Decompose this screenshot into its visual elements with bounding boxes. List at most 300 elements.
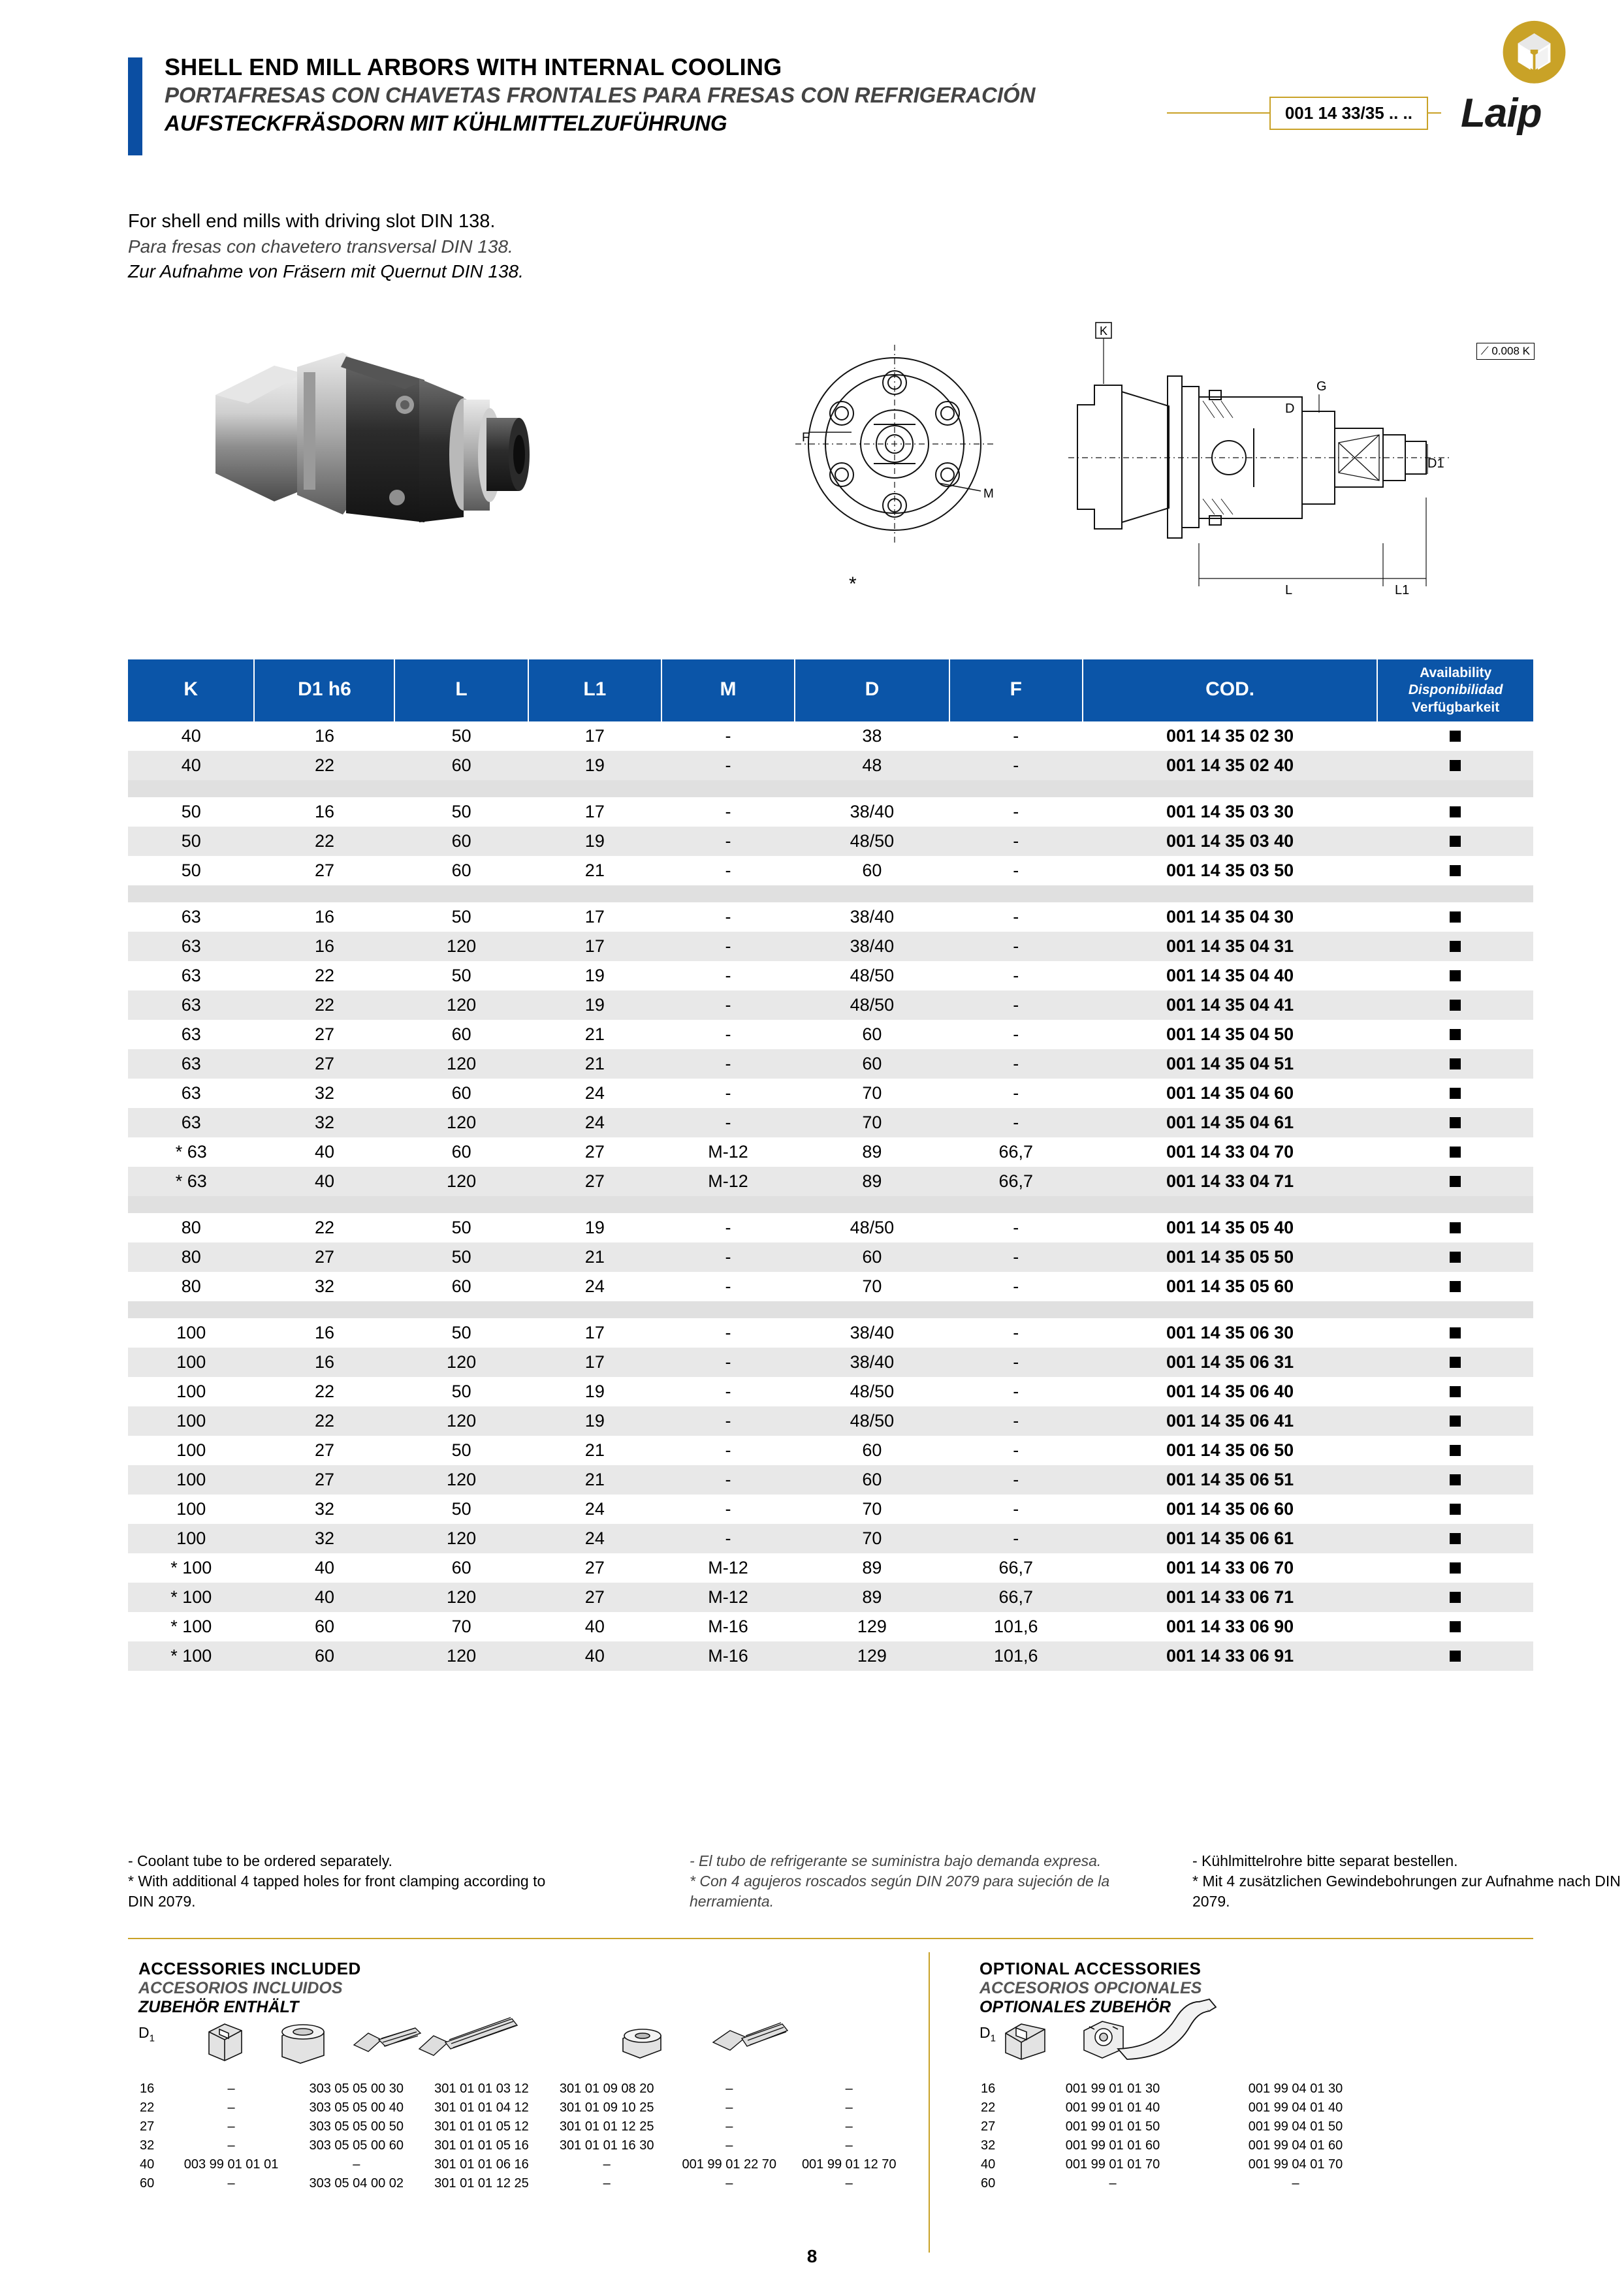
cell-availability xyxy=(1377,797,1533,827)
cell-l: 50 xyxy=(451,1381,471,1401)
cell-f: - xyxy=(949,1465,1083,1495)
cell-availability xyxy=(1377,1213,1533,1242)
cell-availability xyxy=(1377,1137,1533,1167)
cell-d1: 40 xyxy=(314,1557,334,1577)
col-header-cod: COD. xyxy=(1083,659,1377,721)
cell-m: - xyxy=(725,906,731,926)
cell-m: - xyxy=(725,1322,731,1342)
cell-cod: 001 14 35 06 40 xyxy=(1166,1381,1294,1401)
svg-text:M: M xyxy=(983,487,994,501)
table-row xyxy=(128,827,1533,856)
cell-availability xyxy=(1377,1465,1533,1495)
svg-text:F: F xyxy=(802,431,810,445)
cell-cod: 001 14 33 04 70 xyxy=(1166,1141,1294,1162)
availability-square-icon xyxy=(1450,970,1461,981)
cell-f: - xyxy=(949,1524,1083,1553)
col-header-availability xyxy=(1377,659,1533,721)
laip-logo-icon xyxy=(1497,20,1572,95)
accessory-code-5: 001 99 01 22 70 xyxy=(682,2157,777,2172)
cell-cod: 001 14 33 06 71 xyxy=(1083,1583,1377,1612)
header-accent-bar xyxy=(128,57,142,155)
cell-availability xyxy=(1377,721,1533,751)
accessory-row xyxy=(138,2080,909,2098)
accessory-row xyxy=(979,2136,1387,2155)
cell-d: 38/40 xyxy=(850,801,895,821)
product-photo xyxy=(189,326,555,588)
accessory-row xyxy=(979,2174,1387,2193)
cell-m: - xyxy=(661,1524,795,1553)
cell-l: 60 xyxy=(451,860,471,880)
accessory-code-1: 001 99 01 01 60 xyxy=(1065,2138,1160,2153)
cell-m: - xyxy=(725,1024,731,1044)
cell-l1: 19 xyxy=(584,1217,605,1237)
cell-cod: 001 14 35 04 60 xyxy=(1166,1083,1294,1103)
cell-k: * 100 xyxy=(170,1557,212,1577)
cell-f: - xyxy=(1013,801,1019,821)
footnote-de-1: - Kühlmittelrohre bitte separat bestellen. xyxy=(1192,1852,1458,1869)
cell-availability xyxy=(1377,1318,1533,1348)
availability-square-icon xyxy=(1450,1000,1461,1011)
cell-d: 38/40 xyxy=(795,932,949,961)
accessory-code-5: – xyxy=(725,2081,733,2096)
cell-cod: 001 14 35 04 41 xyxy=(1083,990,1377,1020)
table-row xyxy=(128,1079,1533,1108)
accessory-code-5: – xyxy=(725,2138,733,2153)
cell-l: 50 xyxy=(451,1217,471,1237)
accessory-row xyxy=(138,2174,909,2193)
cell-d: 48/50 xyxy=(795,990,949,1020)
cell-m: - xyxy=(661,827,795,856)
accessory-row xyxy=(138,2098,909,2117)
availability-square-icon xyxy=(1450,1327,1461,1338)
svg-text:K: K xyxy=(1100,324,1108,338)
footnote-es-2: * Con 4 agujeros roscados según DIN 2079 para sujeción de la herramienta. xyxy=(690,1873,1110,1910)
table-group-separator xyxy=(128,885,1533,902)
cell-k: 100 xyxy=(128,1465,254,1495)
accessory-code-2: 303 05 05 00 60 xyxy=(309,2138,404,2153)
accessories-divider-rule xyxy=(128,1938,1533,1939)
accessories-vertical-divider xyxy=(929,1952,930,2253)
availability-label-en: Availability xyxy=(1420,665,1492,680)
accessory-diameter: 16 xyxy=(981,2081,996,2096)
table-row xyxy=(128,1167,1533,1196)
accessory-row xyxy=(979,2080,1387,2098)
cell-cod: 001 14 35 06 30 xyxy=(1166,1322,1294,1342)
accessory-code-2: 303 05 05 00 30 xyxy=(309,2081,404,2096)
cell-l1: 40 xyxy=(528,1641,661,1671)
accessory-diameter: 22 xyxy=(981,2100,996,2115)
cell-l1: 17 xyxy=(528,1348,661,1377)
cell-k: 63 xyxy=(181,906,201,926)
cell-f: 66,7 xyxy=(998,1557,1034,1577)
cell-m: M-12 xyxy=(708,1557,748,1577)
cell-f: - xyxy=(1013,1381,1019,1401)
accessory-code-2: 303 05 05 00 50 xyxy=(309,2119,404,2134)
cell-d1: 22 xyxy=(254,751,394,780)
col-header-l1: L1 xyxy=(528,659,661,721)
cell-d1: 16 xyxy=(314,906,334,926)
cell-l: 70 xyxy=(451,1616,471,1636)
accessories-optional-title-en: OPTIONAL ACCESSORIES xyxy=(979,1959,1202,1978)
cell-l1: 27 xyxy=(584,1557,605,1577)
cell-f: - xyxy=(949,751,1083,780)
cell-cod: 001 14 35 04 61 xyxy=(1083,1108,1377,1137)
footnotes-de xyxy=(1192,1851,1624,1912)
cell-availability xyxy=(1377,1524,1533,1553)
key-block-icon xyxy=(209,2024,242,2061)
cell-f: - xyxy=(1013,860,1019,880)
cell-l1: 19 xyxy=(528,1406,661,1436)
cell-l1: 21 xyxy=(584,1440,605,1460)
cell-l1: 17 xyxy=(584,725,605,746)
accessory-code-1: 001 99 01 01 30 xyxy=(1065,2081,1160,2096)
accessory-code-2: 001 99 04 01 30 xyxy=(1248,2081,1343,2096)
cell-f: - xyxy=(1013,1024,1019,1044)
accessory-code-1: – xyxy=(227,2100,235,2115)
accessory-code-4: 301 01 01 12 25 xyxy=(559,2119,654,2134)
cell-d: 129 xyxy=(795,1641,949,1671)
accessory-code-3: 301 01 01 06 16 xyxy=(434,2157,529,2172)
col-header-f: F xyxy=(949,659,1083,721)
accessory-code-1: – xyxy=(1109,2176,1117,2191)
cell-k: 63 xyxy=(128,1049,254,1079)
cell-cod: 001 14 35 06 31 xyxy=(1083,1348,1377,1377)
cell-l: 60 xyxy=(394,827,528,856)
table-row xyxy=(128,902,1533,932)
cell-d1: 16 xyxy=(254,932,394,961)
d-label-text: D xyxy=(138,2024,150,2041)
cell-f: - xyxy=(949,1108,1083,1137)
cell-availability xyxy=(1377,1348,1533,1377)
table-row xyxy=(128,751,1533,780)
accessory-row xyxy=(979,2117,1387,2136)
table-header-row xyxy=(128,659,1533,721)
accessory-code-4: – xyxy=(603,2157,611,2172)
table-row xyxy=(128,1348,1533,1377)
cell-d: 70 xyxy=(862,1498,882,1519)
cell-l: 60 xyxy=(451,1083,471,1103)
cell-cod: 001 14 35 06 60 xyxy=(1166,1498,1294,1519)
accessory-row xyxy=(138,2155,909,2174)
accessories-optional-table xyxy=(979,2080,1387,2193)
cell-f: 101,6 xyxy=(949,1641,1083,1671)
accessories-optional-title-de: OPTIONALES ZUBEHÖR xyxy=(979,1998,1171,2016)
cell-d: 48/50 xyxy=(850,1217,895,1237)
cell-l1: 24 xyxy=(528,1524,661,1553)
cell-f: - xyxy=(1013,1276,1019,1296)
availability-square-icon xyxy=(1450,911,1461,923)
cell-d: 38/40 xyxy=(850,1322,895,1342)
cell-availability xyxy=(1377,1108,1533,1137)
accessory-code-2: 303 05 05 00 40 xyxy=(309,2100,404,2115)
brand-name: Laip xyxy=(1461,91,1542,136)
table-group-separator xyxy=(128,780,1533,797)
cell-k: 40 xyxy=(181,725,201,746)
cell-l: 120 xyxy=(394,1641,528,1671)
cell-d1: 32 xyxy=(314,1083,334,1103)
cell-cod: 001 14 35 03 50 xyxy=(1166,860,1294,880)
cell-l1: 40 xyxy=(584,1616,605,1636)
accessory-code-3: 301 01 01 04 12 xyxy=(434,2100,529,2115)
footnote-es-1: - El tubo de refrigerante se suministra bajo demanda expresa. xyxy=(690,1852,1102,1869)
availability-square-icon xyxy=(1450,1281,1461,1292)
cell-f: 101,6 xyxy=(993,1616,1038,1636)
accessory-diameter: 32 xyxy=(140,2138,155,2153)
cell-f: - xyxy=(949,932,1083,961)
cell-k: 63 xyxy=(128,990,254,1020)
cell-d1: 32 xyxy=(314,1498,334,1519)
col-header-d: D xyxy=(795,659,949,721)
cell-d: 70 xyxy=(795,1108,949,1137)
cell-m: - xyxy=(725,801,731,821)
cell-d: 129 xyxy=(857,1616,887,1636)
cell-d: 60 xyxy=(862,1024,882,1044)
accessory-code-1: 001 99 01 01 40 xyxy=(1065,2100,1160,2115)
cell-l: 50 xyxy=(451,1322,471,1342)
cell-cod: 001 14 35 02 40 xyxy=(1083,751,1377,780)
cell-d: 38 xyxy=(862,725,882,746)
cell-k: 50 xyxy=(128,827,254,856)
cell-f: 66,7 xyxy=(949,1167,1083,1196)
cell-d1: 40 xyxy=(254,1167,394,1196)
accessory-row xyxy=(138,2117,909,2136)
accessory-code-1: 001 99 01 01 70 xyxy=(1065,2157,1160,2172)
cell-d: 89 xyxy=(795,1583,949,1612)
wrench-head-icon xyxy=(1084,2021,1123,2058)
cell-l1: 19 xyxy=(584,1381,605,1401)
accessory-code-3: 301 01 01 12 25 xyxy=(434,2176,529,2191)
accessories-included-title-es: ACCESORIOS INCLUIDOS xyxy=(138,1979,343,1997)
cell-availability xyxy=(1377,1583,1533,1612)
table-row xyxy=(128,1213,1533,1242)
accessory-code-4: 301 01 09 10 25 xyxy=(559,2100,654,2115)
accessory-code-2: 001 99 04 01 50 xyxy=(1248,2119,1343,2134)
cell-availability xyxy=(1377,1641,1533,1671)
cell-availability xyxy=(1377,1436,1533,1465)
table-row xyxy=(128,1612,1533,1641)
svg-text:G: G xyxy=(1316,379,1327,394)
accessories-included-section xyxy=(138,1959,909,2193)
table-body xyxy=(128,721,1533,1671)
cell-d1: 60 xyxy=(254,1641,394,1671)
availability-square-icon xyxy=(1450,1222,1461,1233)
bolt-icon xyxy=(713,2023,788,2050)
cell-l1: 17 xyxy=(528,932,661,961)
accessory-code-6: – xyxy=(845,2176,853,2191)
cell-m: - xyxy=(725,1440,731,1460)
cell-d: 89 xyxy=(862,1141,882,1162)
page-number: 8 xyxy=(806,2246,818,2266)
accessory-code-1: – xyxy=(227,2138,235,2153)
accessory-row xyxy=(979,2155,1387,2174)
cell-l: 60 xyxy=(451,1557,471,1577)
cell-k: * 100 xyxy=(128,1583,254,1612)
cell-d1: 16 xyxy=(314,1322,334,1342)
availability-square-icon xyxy=(1450,1029,1461,1040)
cell-availability xyxy=(1377,902,1533,932)
accessories-included-d-label xyxy=(138,2024,155,2044)
ring-nut-icon xyxy=(282,2025,324,2063)
cell-k: 80 xyxy=(181,1276,201,1296)
cell-m: - xyxy=(661,1108,795,1137)
cell-f: - xyxy=(1013,1440,1019,1460)
cell-d: 89 xyxy=(795,1167,949,1196)
cell-availability xyxy=(1377,1242,1533,1272)
cell-m: - xyxy=(661,1049,795,1079)
footnote-en-2: * With additional 4 tapped holes for front clamping according to DIN 2079. xyxy=(128,1873,546,1910)
specification-table xyxy=(128,659,1533,1671)
cell-k: * 100 xyxy=(170,1616,212,1636)
subtitle-en: For shell end mills with driving slot DIN 138. xyxy=(128,211,496,232)
cell-l: 50 xyxy=(451,906,471,926)
accessory-diameter: 60 xyxy=(981,2176,996,2191)
cell-m: - xyxy=(725,1276,731,1296)
cell-m: - xyxy=(661,932,795,961)
cell-cod: 001 14 35 06 50 xyxy=(1166,1440,1294,1460)
cell-cod: 001 14 35 04 31 xyxy=(1083,932,1377,961)
accessory-code-3: 301 01 01 03 12 xyxy=(434,2081,529,2096)
cell-d1: 32 xyxy=(314,1276,334,1296)
cell-d: 48/50 xyxy=(850,1381,895,1401)
cell-m: M-12 xyxy=(708,1141,748,1162)
cell-l: 50 xyxy=(451,965,471,985)
table-row xyxy=(128,1020,1533,1049)
cell-availability xyxy=(1377,856,1533,885)
availability-square-icon xyxy=(1450,1621,1461,1632)
cell-d1: 27 xyxy=(254,1465,394,1495)
cell-l1: 17 xyxy=(584,801,605,821)
col-header-l: L xyxy=(394,659,528,721)
cell-d: 48/50 xyxy=(795,1406,949,1436)
cell-k: 80 xyxy=(181,1217,201,1237)
cell-d: 48 xyxy=(795,751,949,780)
cell-k: 100 xyxy=(176,1440,206,1460)
cell-f: - xyxy=(949,1348,1083,1377)
availability-square-icon xyxy=(1450,731,1461,742)
cell-f: - xyxy=(1013,1083,1019,1103)
cell-availability xyxy=(1377,1272,1533,1301)
subtitle-de: Zur Aufnahme von Fräsern mit Quernut DIN 138. xyxy=(128,261,524,281)
accessories-optional-d-label xyxy=(979,2024,996,2044)
cell-k: 100 xyxy=(128,1348,254,1377)
availability-square-icon xyxy=(1450,1386,1461,1397)
cell-k: 100 xyxy=(176,1381,206,1401)
cell-f: - xyxy=(949,1406,1083,1436)
page-subtitle xyxy=(128,209,524,284)
cell-availability xyxy=(1377,1167,1533,1196)
cell-d1: 16 xyxy=(314,725,334,746)
cell-k: * 63 xyxy=(128,1167,254,1196)
accessory-row xyxy=(138,2136,909,2155)
availability-square-icon xyxy=(1450,1357,1461,1368)
accessory-code-5: – xyxy=(725,2176,733,2191)
cell-k: 100 xyxy=(128,1524,254,1553)
availability-square-icon xyxy=(1450,1651,1461,1662)
cell-d1: 16 xyxy=(314,801,334,821)
tolerance-callout xyxy=(1476,343,1535,360)
cell-availability xyxy=(1377,827,1533,856)
accessory-code-1: 001 99 01 01 50 xyxy=(1065,2119,1160,2134)
cell-d1: 22 xyxy=(314,1381,334,1401)
availability-square-icon xyxy=(1450,1504,1461,1515)
d-label-subscript: 1 xyxy=(149,2033,155,2044)
accessory-code-4: – xyxy=(603,2176,611,2191)
cell-f: 66,7 xyxy=(949,1583,1083,1612)
cell-d1: 27 xyxy=(314,1024,334,1044)
accessory-code-2: – xyxy=(353,2157,360,2172)
col-header-d1: D1 h6 xyxy=(254,659,394,721)
cell-l1: 21 xyxy=(528,1465,661,1495)
accessory-code-2: 001 99 04 01 60 xyxy=(1248,2138,1343,2153)
cell-l: 120 xyxy=(394,1524,528,1553)
footnotes-en xyxy=(128,1851,546,1912)
d-label-subscript-opt: 1 xyxy=(990,2033,996,2044)
cell-l1: 24 xyxy=(584,1276,605,1296)
cell-cod: 001 14 35 05 60 xyxy=(1166,1276,1294,1296)
table-row xyxy=(128,856,1533,885)
cell-d1: 27 xyxy=(254,1242,394,1272)
cell-m: - xyxy=(661,1465,795,1495)
availability-square-icon xyxy=(1450,1176,1461,1187)
cell-f: - xyxy=(949,1242,1083,1272)
cell-m: - xyxy=(725,1381,731,1401)
availability-square-icon xyxy=(1450,1416,1461,1427)
group-separator-cell xyxy=(128,1196,1533,1213)
table-group-separator xyxy=(128,1196,1533,1213)
accessories-optional-section xyxy=(979,1959,1528,2193)
front-view-star-marker: * xyxy=(849,573,857,595)
group-separator-cell xyxy=(128,1301,1533,1318)
cell-k: 63 xyxy=(181,1024,201,1044)
cell-d1: 16 xyxy=(254,1348,394,1377)
product-code-badge: 001 14 33/35 .. .. xyxy=(1269,97,1428,130)
availability-square-icon xyxy=(1450,1058,1461,1069)
cell-availability xyxy=(1377,1049,1533,1079)
cell-m: - xyxy=(725,1217,731,1237)
cell-d1: 40 xyxy=(254,1583,394,1612)
cell-l: 120 xyxy=(394,1167,528,1196)
cell-m: - xyxy=(661,1406,795,1436)
availability-square-icon xyxy=(1450,1088,1461,1099)
cell-availability xyxy=(1377,751,1533,780)
table-row xyxy=(128,932,1533,961)
table-row xyxy=(128,961,1533,990)
cell-k: 40 xyxy=(128,751,254,780)
availability-label-de: Verfügbarkeit xyxy=(1412,699,1500,715)
tolerance-datum: K xyxy=(1522,345,1530,357)
cell-l1: 21 xyxy=(528,1049,661,1079)
accessory-code-5: – xyxy=(725,2119,733,2134)
cell-l1: 21 xyxy=(528,1242,661,1272)
cell-m: - xyxy=(725,965,731,985)
table-row xyxy=(128,1318,1533,1348)
cell-f: - xyxy=(1013,906,1019,926)
cell-l1: 27 xyxy=(528,1583,661,1612)
table-row xyxy=(128,1495,1533,1524)
accessory-row xyxy=(979,2098,1387,2117)
cell-m: - xyxy=(725,1498,731,1519)
availability-square-icon xyxy=(1450,1147,1461,1158)
table-row xyxy=(128,1049,1533,1079)
cell-l: 50 xyxy=(451,1440,471,1460)
svg-text:L: L xyxy=(1285,583,1293,597)
table-row xyxy=(128,1465,1533,1495)
footnote-en-1: - Coolant tube to be ordered separately. xyxy=(128,1852,392,1869)
accessory-code-1: – xyxy=(227,2119,235,2134)
cell-k: 63 xyxy=(128,1108,254,1137)
table-row xyxy=(128,797,1533,827)
availability-square-icon xyxy=(1450,1252,1461,1263)
